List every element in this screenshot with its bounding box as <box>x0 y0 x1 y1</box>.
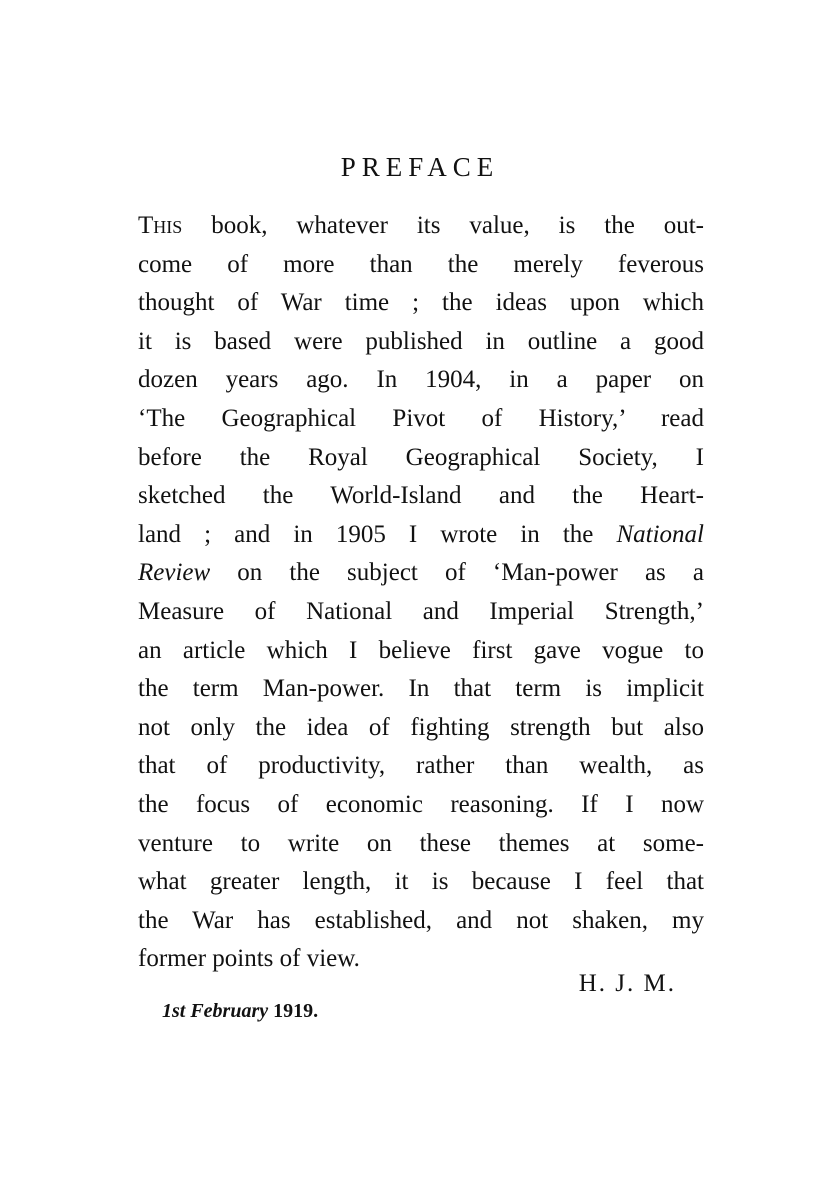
preface-line-5: dozen years ago. In 1904, in a paper on <box>138 366 704 394</box>
page-title: PREFACE <box>340 152 500 182</box>
preface-line-14: not only the idea of fighting strength but also <box>138 713 704 741</box>
preface-line-17: venture to write on these themes at some- <box>138 829 704 857</box>
preface-line-18: what greater length, it is because I feel that <box>138 868 704 896</box>
preface-line-1-rest: book, whatever its value, is the out- <box>182 212 704 239</box>
journal-title-part-2: Review <box>138 559 211 587</box>
preface-line-7: before the Royal Geographical Society, I <box>138 443 704 471</box>
opening-word: This <box>138 212 183 239</box>
preface-line-2: come of more than the merely feverous <box>138 250 704 278</box>
preface-line-15: that of productivity, rather than wealth, as <box>138 752 704 780</box>
preface-line-9-text: land ; and in 1905 I wrote in the <box>138 520 617 548</box>
date-day: 1st <box>162 1000 186 1022</box>
journal-title-part-1: National <box>616 520 704 548</box>
preface-line-19: the War has established, and not shaken, my <box>138 906 704 934</box>
date-month: February <box>190 1000 269 1022</box>
preface-line-9 <box>138 516 704 555</box>
preface-line-16: the focus of economic reasoning. If I now <box>138 790 704 818</box>
author-initials: H. J. M. <box>578 970 676 997</box>
preface-line-10-text: on the subject of ‘Man-power as a <box>210 559 704 587</box>
preface-line-12: an article which I believe first gave vogue to <box>138 636 704 664</box>
date-year: 1919. <box>273 1000 319 1022</box>
preface-line-8: sketched the World-Island and the Heart- <box>138 482 704 510</box>
preface-line-1 <box>138 207 704 246</box>
preface-line-20: former points of view. <box>138 945 360 973</box>
preface-line-10 <box>138 554 704 593</box>
preface-line-4: it is based were published in outline a good <box>138 327 704 355</box>
preface-line-11: Measure of National and Imperial Strength,’ <box>138 597 704 625</box>
dateline <box>162 1000 318 1023</box>
preface-line-13: the term Man-power. In that term is implicit <box>138 675 704 703</box>
preface-line-6: ‘The Geographical Pivot of History,’ read <box>138 404 704 432</box>
preface-line-3: thought of War time ; the ideas upon which <box>138 289 704 317</box>
preface-body <box>138 207 704 979</box>
